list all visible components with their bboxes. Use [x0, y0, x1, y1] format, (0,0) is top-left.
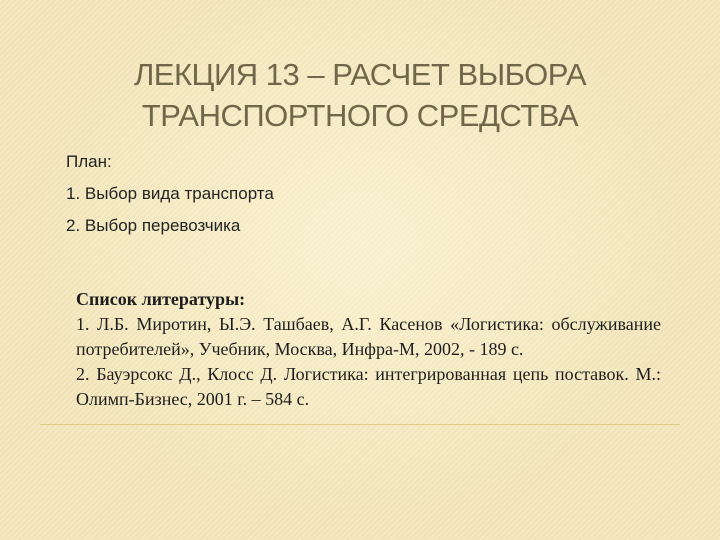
slide-title	[40, 54, 680, 136]
slide-title-line-2: ТРАНСПОРТНОГО СРЕДСТВА	[141, 98, 579, 133]
plan-item: 1. Выбор вида транспорта	[66, 184, 274, 203]
reference-item: 1. Л.Б. Миротин, Ы.Э. Ташбаев, А.Г. Касенов «Логистика: обслуживание потребителей», Учебник, Москва, Инфра-М, 2002, - 189 с.	[76, 314, 661, 359]
plan-section	[66, 150, 486, 246]
slide-title-line-1: ЛЕКЦИЯ 13 – РАСЧЕТ ВЫБОРА	[133, 57, 587, 92]
references-section	[76, 287, 661, 412]
reference-item: 2. Бауэрсокс Д., Клосс Д. Логистика: интегрированная цепь поставок. М.: Олимп-Бизнес, 2001 г. – 584 с.	[76, 364, 661, 409]
references-heading: Список литературы:	[76, 289, 246, 309]
plan-heading: План:	[66, 152, 112, 171]
decorative-line	[40, 424, 680, 425]
plan-item: 2. Выбор перевозчика	[66, 216, 241, 235]
